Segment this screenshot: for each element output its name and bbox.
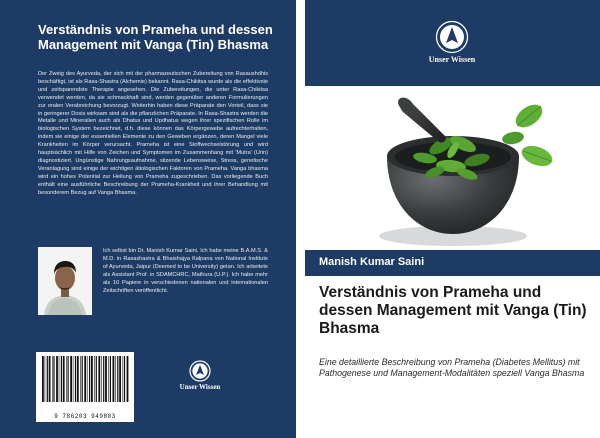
barcode-bar — [61, 356, 62, 402]
mortar-pestle-herbs-image — [305, 86, 600, 250]
publisher-emblem-icon — [189, 360, 211, 382]
barcode-bar — [63, 356, 65, 402]
barcode-bar — [94, 356, 95, 402]
barcode-bar — [117, 356, 118, 402]
front-publisher-name: Unser Wissen — [428, 55, 476, 64]
author-bio: Ich selbst bin Dr. Manish Kumar Saini. Ich habe meine B.A.M.S. & M.D. in Rasashastra & Bhaishajya Kalpana von National Institute of Ayurveda, Jaipur (Deemed to be University) getan. Ich arbeitete als Assistant Prof. in SDAMCHRC, Mathura (U.P.). Ich habe mehr als 10 Papiere in verschiedenen nationalen und internationalen Zeitschriften veröffentlicht. — [103, 248, 268, 294]
back-cover-blurb: Der Zweig des Ayurveda, der sich mit der pharmazeutischen Zubereitung von Rasaushdhis beschäftigt, ist als Rasa-Shastra (Alchemie) bekannt. Rasa-Chikitsa wurde als die effektivste und zeitsparendste Therapie angesehen. Die Zubereitungen, die unter Rasa-Chikitsa verwendet werden, da sie schmackhaft sind, werden gegenüber anderen Formulierungen zur oralen Verabreichung bevorzugt. Weiterhin haben diese Präparate den Vorteil, dass sie in geringerer Dosis wirksam sind als die pflanzlichen Präparate. In Rasa-Shastra werden die Metalle und Mineralien auch als Dhatus und Updhatus wegen ihrer spezifischen Rolle im biologischen System bezeichnet, d.h. diese können das Körpergewebe aufrechterhalten, indem sie einige der essentiellen Elemente zu den Geweben ergänzen, deren Mangel viele Krankheiten im Körper verursacht. Prameha ist eine Stoffwechselstörung und wird hauptsächlich mit Hilfe von Zeichen und Symptomen im Zusammenhang mit 'Mutra' (Urin) diagnostiziert. Ungünstige Nahrungsaufnahme, sitzende Lebensweise, Stress, genetische Veranlagung sind einige der wichtigen ätiologischen Faktoren von Prameha. Vanga bhasma wird ein hohes Potential zur Heilung von Prameha zugeschrieben. Das vorliegende Buch enthält eine ausführliche Beschreibung der Prameha-Krankheit und ihrer Behandlung mit besonderem Bezug auf Vanga Bhasma. — [38, 71, 268, 196]
barcode-bar — [49, 356, 51, 402]
barcode-bar — [103, 356, 104, 402]
back-cover — [0, 0, 296, 438]
back-publisher-name: Unser Wissen — [179, 383, 221, 391]
front-publisher-logo — [423, 20, 481, 64]
barcode-bar — [89, 356, 90, 402]
barcode-bar — [56, 356, 58, 402]
isbn-barcode — [36, 352, 134, 422]
barcode — [40, 356, 130, 410]
author-portrait-image — [38, 247, 92, 315]
barcode-bar — [77, 356, 79, 402]
back-cover-title: Verständnis von Prameha und dessen Management mit Vanga (Tin) Bhasma — [38, 22, 273, 52]
barcode-bar — [73, 356, 74, 402]
barcode-bar — [75, 356, 76, 402]
barcode-bar — [80, 356, 81, 402]
front-cover — [305, 0, 600, 438]
author-band — [305, 250, 600, 276]
book-spine — [296, 0, 305, 438]
barcode-bar — [98, 356, 100, 402]
isbn-number: 9 786203 949803 — [54, 413, 116, 420]
barcode-bar — [110, 356, 111, 402]
barcode-bar — [115, 356, 116, 402]
barcode-bar — [68, 356, 69, 402]
barcode-bar — [124, 356, 125, 402]
cover-illustration — [305, 86, 600, 250]
back-publisher-logo — [170, 360, 230, 391]
barcode-bar — [91, 356, 93, 402]
barcode-bar — [123, 356, 124, 402]
barcode-bar — [108, 356, 109, 402]
barcode-bar — [127, 356, 129, 402]
book-title: Verständnis von Prameha und dessen Management mit Vanga (Tin) Bhasma — [319, 284, 587, 337]
barcode-bar — [52, 356, 53, 402]
barcode-bar — [113, 356, 115, 402]
front-header-band — [305, 0, 600, 86]
barcode-bar — [87, 356, 88, 402]
barcode-bar — [105, 356, 107, 402]
publisher-emblem-icon — [435, 20, 469, 54]
author-name: Manish Kumar Saini — [319, 256, 425, 268]
barcode-bar — [70, 356, 72, 402]
book-subtitle: Eine detaillierte Beschreibung von Prameha (Diabetes Mellitus) mit Pathogenese und Management-Modalitäten speziell Vanga Bhasma — [319, 357, 585, 378]
barcode-bar — [45, 356, 46, 402]
barcode-bar — [101, 356, 102, 402]
barcode-bar — [66, 356, 67, 402]
barcode-bar — [82, 356, 83, 402]
barcode-bar — [47, 356, 48, 402]
barcode-bar — [119, 356, 121, 402]
barcode-bar — [42, 356, 44, 402]
barcode-bar — [53, 356, 54, 402]
barcode-bar — [84, 356, 86, 402]
barcode-bar — [59, 356, 60, 402]
barcode-bar — [96, 356, 97, 402]
author-photo — [38, 247, 92, 315]
